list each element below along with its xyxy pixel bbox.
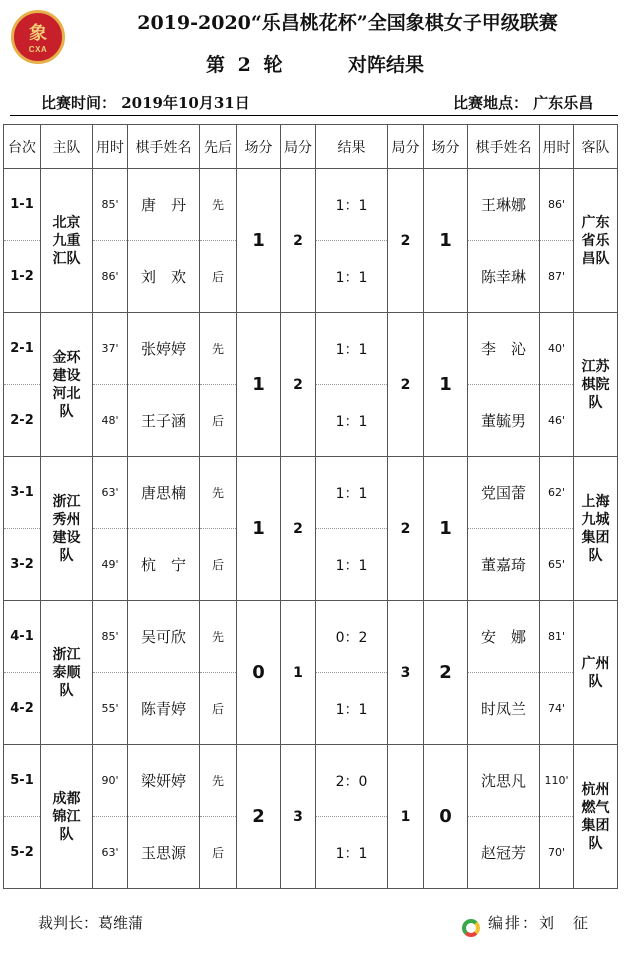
away-game-points: 2 [388,457,424,601]
away-player: 安 娜 [468,601,540,673]
away-team-line: 广州 [581,655,610,672]
home-team-name [50,790,84,844]
away-player: 董毓男 [468,385,540,457]
col-board: 台次 [4,125,41,169]
home-team-name [50,493,84,565]
game-result: 2：0 [316,745,388,817]
play-order: 先 [200,169,237,241]
game-result: 1：1 [316,313,388,385]
board-number: 2-1 [4,313,41,385]
home-team-line: 河北 [52,385,81,402]
away-time: 70' [540,817,574,889]
col-home-game-points: 局分 [281,125,316,169]
away-game-points: 2 [388,169,424,313]
home-time: 85' [93,601,128,673]
home-team-line: 泰顺 [52,664,81,681]
home-player: 梁妍婷 [128,745,200,817]
away-time: 40' [540,313,574,385]
away-team-line: 昌队 [581,250,610,267]
away-team-line: 队 [588,547,603,564]
away-match-points: 1 [424,313,468,457]
game-result: 1：1 [316,241,388,313]
board-number: 3-2 [4,529,41,601]
away-team-line: 杭州 [581,781,610,798]
away-team [574,313,618,457]
board-number: 1-1 [4,169,41,241]
home-team-line: 队 [59,826,74,843]
away-team-name [580,358,612,412]
away-game-points: 2 [388,313,424,457]
away-team-line: 省乐 [581,232,610,249]
col-away-match-points: 场分 [424,125,468,169]
play-order: 先 [200,313,237,385]
away-match-points: 1 [424,169,468,313]
away-player: 党国蕾 [468,457,540,529]
game-result: 1：1 [316,169,388,241]
match-venue: 比赛地点： 广东乐昌 [453,94,594,112]
board-number: 4-1 [4,601,41,673]
away-team-line: 集团 [581,529,610,546]
table-row [4,457,618,529]
home-player: 唐思楠 [128,457,200,529]
home-team-line: 建设 [52,367,81,384]
away-player: 李 沁 [468,313,540,385]
away-team-line: 九城 [581,511,610,528]
board-number: 2-2 [4,385,41,457]
col-home-match-points: 场分 [237,125,281,169]
home-team-line: 队 [59,403,74,420]
away-player: 赵冠芳 [468,817,540,889]
league-logo [11,10,65,64]
away-team-line: 队 [588,394,603,411]
table-row [4,169,618,241]
match-date: 比赛时间： 2019年10月31日 [41,94,250,112]
editor: 编排：刘 征 [488,914,591,932]
play-order: 先 [200,745,237,817]
home-player: 玉思源 [128,817,200,889]
home-team-line: 浙江 [52,493,81,510]
play-order: 先 [200,601,237,673]
away-team-line: 上海 [581,493,610,510]
away-player: 董嘉琦 [468,529,540,601]
home-player: 吴可欣 [128,601,200,673]
away-team-name [580,493,612,565]
chief-referee: 裁判长：葛维蒲 [38,914,144,932]
home-time: 63' [93,817,128,889]
board-number: 5-1 [4,745,41,817]
away-team [574,457,618,601]
away-team-name [580,214,612,268]
away-team-line: 燃气 [581,799,610,816]
home-team-name [50,646,84,700]
away-player: 陈幸琳 [468,241,540,313]
col-order: 先后 [200,125,237,169]
game-result: 1：1 [316,385,388,457]
away-team-line: 广东 [581,214,610,231]
home-player: 陈青婷 [128,673,200,745]
away-time: 65' [540,529,574,601]
results-body [4,169,618,889]
play-order: 后 [200,241,237,313]
home-game-points: 3 [281,745,316,889]
away-time: 86' [540,169,574,241]
away-team-line: 江苏 [581,358,610,375]
home-time: 55' [93,673,128,745]
game-result: 1：1 [316,457,388,529]
logo-glyph: 象 [29,23,47,44]
table-row [4,601,618,673]
home-game-points: 1 [281,601,316,745]
board-number: 4-2 [4,673,41,745]
home-match-points: 2 [237,745,281,889]
col-home-time: 用时 [93,125,128,169]
col-away-game-points: 局分 [388,125,424,169]
home-team-line: 汇队 [52,250,81,267]
home-match-points: 1 [237,457,281,601]
home-team-name [50,349,84,421]
home-team-line: 建设 [52,529,81,546]
board-number: 1-2 [4,241,41,313]
home-game-points: 2 [281,313,316,457]
home-player: 杭 宁 [128,529,200,601]
game-result: 1：1 [316,529,388,601]
logo-abbr: CXA [28,45,48,54]
home-time: 49' [93,529,128,601]
wechat-watermark-icon [462,919,480,937]
home-team [41,169,93,313]
play-order: 先 [200,457,237,529]
home-match-points: 1 [237,313,281,457]
page-title: 2019-2020“乐昌桃花杯”全国象棋女子甲级联赛 [137,12,558,34]
away-game-points: 3 [388,601,424,745]
play-order: 后 [200,817,237,889]
home-match-points: 1 [237,169,281,313]
board-number: 3-1 [4,457,41,529]
away-team-name [580,781,612,853]
away-match-points: 0 [424,745,468,889]
home-time: 85' [93,169,128,241]
col-home-player: 棋手姓名 [128,125,200,169]
home-team-line: 成都 [52,790,81,807]
home-team-name [50,214,84,268]
table-row [4,313,618,385]
results-table [3,124,618,889]
away-match-points: 2 [424,601,468,745]
home-team [41,313,93,457]
home-time: 86' [93,241,128,313]
home-team-line: 金环 [52,349,81,366]
home-player: 王子涵 [128,385,200,457]
away-team-name [580,655,612,691]
away-game-points: 1 [388,745,424,889]
away-time: 110' [540,745,574,817]
away-team-line: 棋院 [581,376,610,393]
away-time: 46' [540,385,574,457]
home-team-line: 队 [59,547,74,564]
away-team-line: 队 [588,835,603,852]
col-home-team: 主队 [41,125,93,169]
board-number: 5-2 [4,817,41,889]
home-team-line: 北京 [52,214,81,231]
game-result: 0：2 [316,601,388,673]
home-game-points: 2 [281,457,316,601]
round-label: 第 2 轮 [206,54,286,76]
play-order: 后 [200,385,237,457]
col-away-player: 棋手姓名 [468,125,540,169]
col-away-time: 用时 [540,125,574,169]
away-team [574,169,618,313]
round-subtitle: 对阵结果 [348,54,425,76]
home-time: 48' [93,385,128,457]
home-game-points: 2 [281,169,316,313]
away-player: 时凤兰 [468,673,540,745]
away-team-line: 集团 [581,817,610,834]
away-player: 沈思凡 [468,745,540,817]
play-order: 后 [200,673,237,745]
home-player: 唐 丹 [128,169,200,241]
away-team [574,601,618,745]
away-time: 62' [540,457,574,529]
home-team [41,457,93,601]
home-team-line: 秀州 [52,511,81,528]
away-team-line: 队 [588,673,603,690]
away-time: 74' [540,673,574,745]
col-away-team: 客队 [574,125,618,169]
home-team-line: 队 [59,682,74,699]
table-row [4,745,618,817]
home-team [41,745,93,889]
play-order: 后 [200,529,237,601]
away-time: 87' [540,241,574,313]
home-match-points: 0 [237,601,281,745]
home-team-line: 浙江 [52,646,81,663]
home-time: 90' [93,745,128,817]
home-player: 张婷婷 [128,313,200,385]
away-team [574,745,618,889]
header-row [4,125,618,169]
home-time: 37' [93,313,128,385]
away-time: 81' [540,601,574,673]
home-player: 刘 欢 [128,241,200,313]
home-team-line: 锦江 [52,808,81,825]
header-divider [10,115,618,116]
col-result: 结果 [316,125,388,169]
away-player: 王琳娜 [468,169,540,241]
home-team-line: 九重 [52,232,81,249]
game-result: 1：1 [316,817,388,889]
away-match-points: 1 [424,457,468,601]
home-time: 63' [93,457,128,529]
home-team [41,601,93,745]
game-result: 1：1 [316,673,388,745]
